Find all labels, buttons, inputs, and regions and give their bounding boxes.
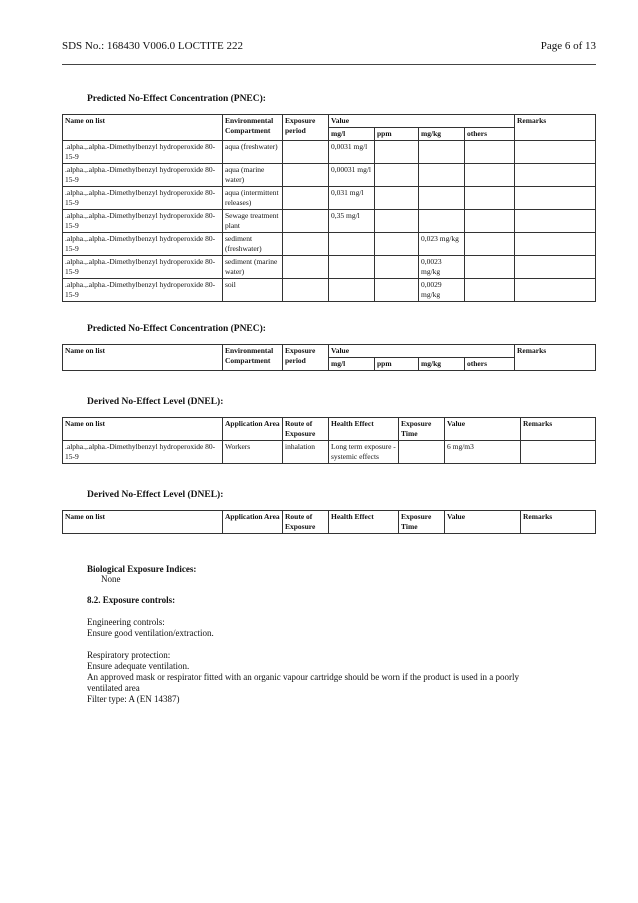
- col-value: Value: [445, 418, 521, 441]
- col-others: others: [465, 128, 515, 141]
- exposure-controls-title: 8.2. Exposure controls:: [87, 595, 176, 605]
- col-mgl: mg/l: [329, 358, 375, 371]
- biological-indices-value: None: [101, 574, 121, 584]
- pnec-header-row: [63, 345, 596, 358]
- col-name-on-list: Name on list: [63, 115, 223, 141]
- filter-type: Filter type: A (EN 14387): [87, 694, 180, 704]
- col-env-compartment: Environmental Compartment: [223, 345, 283, 371]
- col-exposure-period: Exposure period: [283, 345, 329, 371]
- pnec-table: [62, 114, 596, 302]
- engineering-heading: Engineering controls:: [87, 617, 165, 627]
- col-remarks: Remarks: [521, 511, 596, 534]
- sds-identifier: SDS No.: 168430 V006.0 LOCTITE 222: [62, 40, 243, 52]
- table-row: .alpha.,.alpha.-Dimethylbenzyl hydroperoxide 80-15-9 aqua (intermittent releases) 0,031 mg/l: [63, 187, 596, 210]
- table-row: .alpha.,.alpha.-Dimethylbenzyl hydroperoxide 80-15-9 sediment (marine water) 0,0023 mg/kg: [63, 256, 596, 279]
- col-value: Value: [329, 345, 515, 358]
- col-value: Value: [329, 115, 515, 128]
- col-mgl: mg/l: [329, 128, 375, 141]
- col-mgkg: mg/kg: [419, 358, 465, 371]
- respirator-note: An approved mask or respirator fitted with an organic vapour cartridge should be worn if the product is used in a poorly ventilated area: [87, 672, 519, 693]
- respiratory-heading: Respiratory protection:: [87, 650, 171, 660]
- col-others: others: [465, 358, 515, 371]
- table-row: .alpha.,.alpha.-Dimethylbenzyl hydroperoxide 80-15-9 sediment (freshwater) 0,023 mg/kg: [63, 233, 596, 256]
- pnec-title: Predicted No-Effect Concentration (PNEC):: [87, 324, 266, 334]
- col-remarks: Remarks: [515, 115, 596, 141]
- col-route-of-exposure: Route of Exposure: [283, 418, 329, 441]
- table-row: .alpha.,.alpha.-Dimethylbenzyl hydroperoxide 80-15-9 Sewage treatment plant 0,35 mg/l: [63, 210, 596, 233]
- table-row: .alpha.,.alpha.-Dimethylbenzyl hydroperoxide 80-15-9 aqua (marine water) 0,00031 mg/l: [63, 164, 596, 187]
- col-health-effect: Health Effect: [329, 511, 399, 534]
- dnel-table-empty: [62, 510, 596, 534]
- col-remarks: Remarks: [515, 345, 596, 371]
- respiratory-text: Ensure adequate ventilation.: [87, 661, 190, 671]
- col-exposure-period: Exposure period: [283, 115, 329, 141]
- engineering-controls: [62, 617, 596, 639]
- col-name-on-list: Name on list: [63, 511, 223, 534]
- col-name-on-list: Name on list: [63, 345, 223, 371]
- pnec-header-row: [63, 115, 596, 128]
- pnec-table-empty: [62, 344, 596, 371]
- col-mgkg: mg/kg: [419, 128, 465, 141]
- col-health-effect: Health Effect: [329, 418, 399, 441]
- page-content: [62, 94, 596, 705]
- page-number: Page 6 of 13: [540, 40, 596, 52]
- header-divider: [62, 64, 596, 65]
- col-env-compartment: Environmental Compartment: [223, 115, 283, 141]
- col-application-area: Application Area: [223, 418, 283, 441]
- col-exposure-time: Exposure Time: [399, 511, 445, 534]
- col-ppm: ppm: [375, 128, 419, 141]
- dnel-table: [62, 417, 596, 464]
- page-header: [62, 40, 596, 52]
- biological-indices-title: Biological Exposure Indices:: [87, 564, 197, 574]
- dnel-title: Derived No-Effect Level (DNEL):: [87, 397, 224, 407]
- col-route-of-exposure: Route of Exposure: [283, 511, 329, 534]
- respiratory-protection: [62, 650, 596, 705]
- engineering-text: Ensure good ventilation/extraction.: [87, 628, 214, 638]
- col-value: Value: [445, 511, 521, 534]
- col-exposure-time: Exposure Time: [399, 418, 445, 441]
- col-name-on-list: Name on list: [63, 418, 223, 441]
- col-application-area: Application Area: [223, 511, 283, 534]
- col-ppm: ppm: [375, 358, 419, 371]
- table-row: .alpha.,.alpha.-Dimethylbenzyl hydroperoxide 80-15-9 soil 0,0029 mg/kg: [63, 279, 596, 302]
- dnel-title: Derived No-Effect Level (DNEL):: [87, 490, 224, 500]
- dnel-header-row: [63, 418, 596, 441]
- table-row: .alpha.,.alpha.-Dimethylbenzyl hydroperoxide 80-15-9 aqua (freshwater) 0,0031 mg/l: [63, 141, 596, 164]
- table-row: .alpha.,.alpha.-Dimethylbenzyl hydroperoxide 80-15-9 Workers inhalation Long term exposure - systemic effects 6 mg/m3: [63, 441, 596, 464]
- dnel-header-row: [63, 511, 596, 534]
- col-remarks: Remarks: [521, 418, 596, 441]
- pnec-title: Predicted No-Effect Concentration (PNEC):: [87, 94, 266, 104]
